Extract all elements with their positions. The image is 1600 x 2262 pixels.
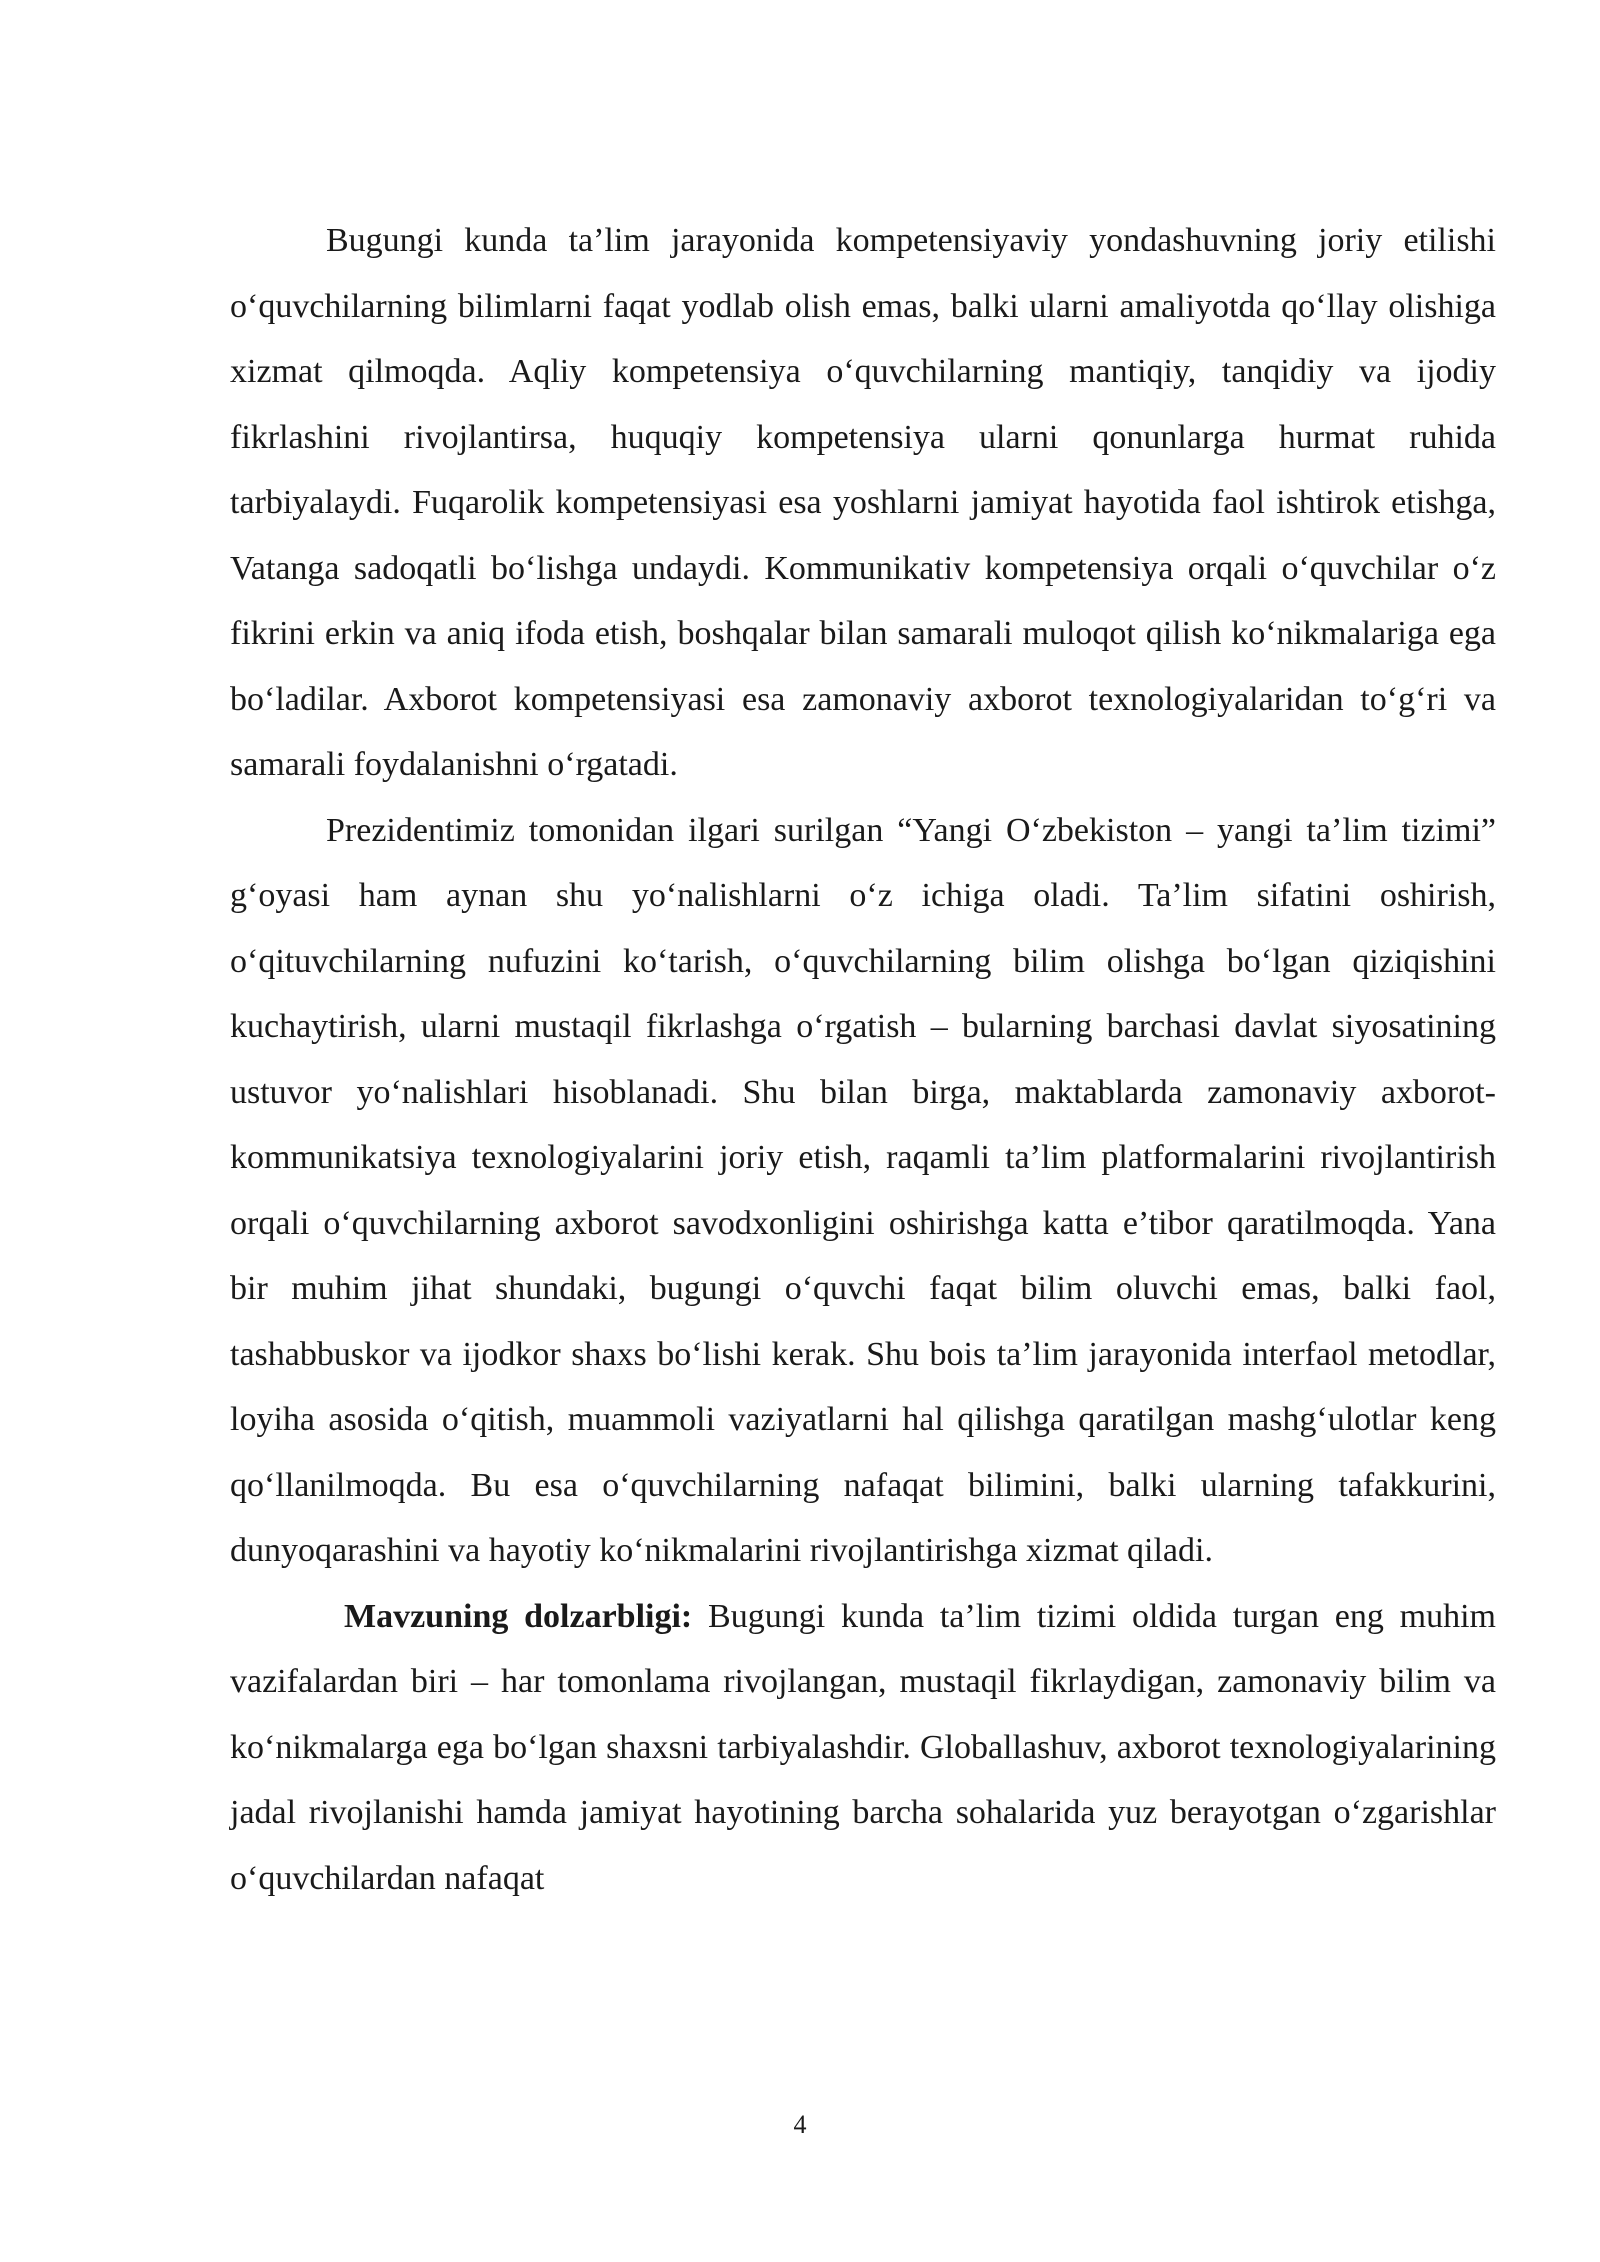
page-number: 4 (793, 2110, 807, 2139)
paragraph-topic-relevance (230, 1584, 1496, 1912)
topic-relevance-text: Bugungi kunda ta’lim tizimi oldida turgan eng muhim vazifalardan biri – har tomonlama rivojlangan, mustaqil fikrlaydigan, zamonaviy bilim va ko‘nikmalarga ega bo‘lgan shaxsni tarbiyalashdir. Globallashuv, axborot texnologiyalarining jadal rivojlanishi hamda jamiyat hayotining barcha sohalarida yuz berayotgan o‘zgarishlar o‘quvchilardan nafaqat (230, 1597, 1496, 1897)
body-text (230, 208, 1496, 1911)
topic-relevance-heading: Mavzuning dolzarbligi: (344, 1597, 693, 1635)
paragraph-competencies: Bugungi kunda ta’lim jarayonida kompetensiyaviy yondashuvning joriy etilishi o‘quvchilarning bilimlarni faqat yodlab olish emas, balki ularni amaliyotda qo‘llay olishiga xizmat qilmoqda. Aqliy kompetensiya o‘quvchilarning mantiqiy, tanqidiy va ijodiy fikrlashini rivojlantirsa, huquqiy kompetensiya ularni qonunlarga hurmat ruhida tarbiyalaydi. Fuqarolik kompetensiyasi esa yoshlarni jamiyat hayotida faol ishtirok etishga, Vatanga sadoqatli bo‘lishga undaydi. Kommunikativ kompetensiya orqali o‘quvchilar o‘z fikrini erkin va aniq ifoda etish, boshqalar bilan samarali muloqot qilish ko‘nikmalariga ega bo‘ladilar. Axborot kompetensiyasi esa zamonaviy axborot texnologiyalaridan to‘g‘ri va samarali foydalanishni o‘rgatadi. (230, 222, 1496, 783)
paragraph-new-uzbekistan: Prezidentimiz tomonidan ilgari surilgan “Yangi O‘zbekiston – yangi ta’lim tizimi” g‘oyasi ham aynan shu yo‘nalishlarni o‘z ichiga oladi. Ta’lim sifatini oshirish, o‘qituvchilarning nufuzini ko‘tarish, o‘quvchilarning bilim olishga bo‘lgan qiziqishini kuchaytirish, ularni mustaqil fikrlashga o‘rgatish – bularning barchasi davlat siyosatining ustuvor yo‘nalishlari hisoblanadi. Shu bilan birga, maktablarda zamonaviy axborot-kommunikatsiya texnologiyalarini joriy etish, raqamli ta’lim platformalarini rivojlantirish orqali o‘quvchilarning axborot savodxonligini oshirishga katta e’tibor qaratilmoqda. Yana bir muhim jihat shundaki, bugungi o‘quvchi faqat bilim oluvchi emas, balki faol, tashabbuskor va ijodkor shaxs bo‘lishi kerak. Shu bois ta’lim jarayonida interfaol metodlar, loyiha asosida o‘qitish, muammoli vaziyatlarni hal qilishga qaratilgan mashg‘ulotlar keng qo‘llanilmoqda. Bu esa o‘quvchilarning nafaqat bilimini, balki ularning tafakkurini, dunyoqarashini va hayotiy ko‘nikmalarini rivojlantirishga xizmat qiladi. (230, 811, 1496, 1569)
